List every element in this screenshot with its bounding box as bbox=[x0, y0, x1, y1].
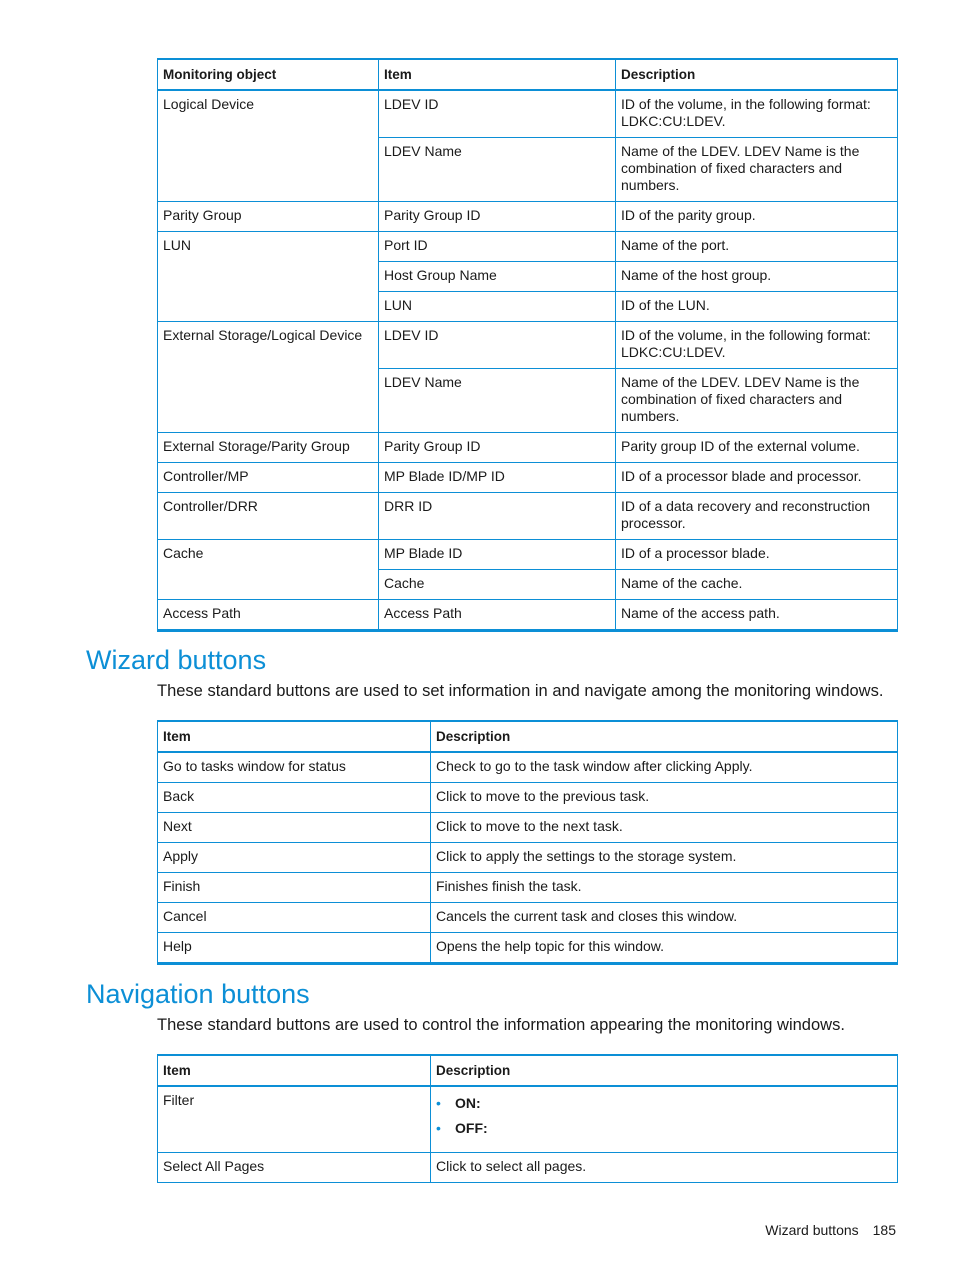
monitoring-object-cell: Logical Device bbox=[158, 90, 379, 202]
description-cell: Click to apply the settings to the storage system. bbox=[431, 843, 898, 873]
item-cell: Port ID bbox=[379, 232, 616, 262]
column-header: Description bbox=[616, 59, 898, 90]
table-row bbox=[158, 232, 898, 262]
table-row bbox=[158, 540, 898, 570]
item-cell: LDEV ID bbox=[379, 322, 616, 369]
wizard-buttons-table bbox=[157, 720, 898, 965]
table-row bbox=[158, 1153, 898, 1183]
description-cell: ID of the parity group. bbox=[616, 202, 898, 232]
description-cell: ID of a data recovery and reconstruction processor. bbox=[616, 493, 898, 540]
item-cell: Go to tasks window for status bbox=[158, 752, 431, 783]
item-cell: Apply bbox=[158, 843, 431, 873]
item-cell: Select All Pages bbox=[158, 1153, 431, 1183]
table-row bbox=[158, 1086, 898, 1153]
navigation-buttons-heading: Navigation buttons bbox=[86, 979, 310, 1009]
column-header: Item bbox=[379, 59, 616, 90]
monitoring-object-cell: External Storage/Logical Device bbox=[158, 322, 379, 433]
monitoring-object-cell: Cache bbox=[158, 540, 379, 600]
table-row bbox=[158, 493, 898, 540]
table-row bbox=[158, 322, 898, 369]
filter-option-on: ON: bbox=[455, 1095, 481, 1111]
table-header-row bbox=[158, 59, 898, 90]
item-cell: LDEV Name bbox=[379, 138, 616, 202]
monitoring-object-cell: Controller/DRR bbox=[158, 493, 379, 540]
description-cell: Name of the host group. bbox=[616, 262, 898, 292]
description-cell: ID of a processor blade. bbox=[616, 540, 898, 570]
item-cell: MP Blade ID/MP ID bbox=[379, 463, 616, 493]
table-row bbox=[158, 752, 898, 783]
description-cell: Check to go to the task window after clicking Apply. bbox=[431, 752, 898, 783]
item-cell: LUN bbox=[379, 292, 616, 322]
item-cell: Finish bbox=[158, 873, 431, 903]
navigation-buttons-intro: These standard buttons are used to control the information appearing the monitoring windows. bbox=[157, 1016, 845, 1034]
description-cell: ID of the volume, in the following format: LDKC:CU:LDEV. bbox=[616, 90, 898, 138]
bullet-icon: • bbox=[436, 1095, 441, 1111]
table-row bbox=[158, 873, 898, 903]
description-cell: Name of the LDEV. LDEV Name is the combination of fixed characters and numbers. bbox=[616, 369, 898, 433]
page-footer bbox=[765, 1222, 896, 1239]
item-cell: Cache bbox=[379, 570, 616, 600]
monitoring-object-cell: LUN bbox=[158, 232, 379, 322]
column-header: Monitoring object bbox=[158, 59, 379, 90]
column-header: Description bbox=[431, 721, 898, 752]
column-header: Item bbox=[158, 721, 431, 752]
item-cell: LDEV ID bbox=[379, 90, 616, 138]
item-cell: Access Path bbox=[379, 600, 616, 631]
item-cell: Filter bbox=[158, 1086, 431, 1153]
navigation-buttons-table bbox=[157, 1054, 898, 1183]
monitoring-object-cell: Access Path bbox=[158, 600, 379, 631]
monitoring-object-cell: External Storage/Parity Group bbox=[158, 433, 379, 463]
description-cell: ID of the LUN. bbox=[616, 292, 898, 322]
item-cell: Help bbox=[158, 933, 431, 964]
table-row bbox=[158, 600, 898, 631]
list-item bbox=[436, 1095, 892, 1112]
item-cell: MP Blade ID bbox=[379, 540, 616, 570]
monitoring-objects-table bbox=[157, 58, 898, 632]
column-header: Item bbox=[158, 1055, 431, 1086]
table-header-row bbox=[158, 1055, 898, 1086]
item-cell: Next bbox=[158, 813, 431, 843]
item-cell: Parity Group ID bbox=[379, 202, 616, 232]
footer-section-title: Wizard buttons bbox=[765, 1222, 859, 1238]
monitoring-object-cell: Parity Group bbox=[158, 202, 379, 232]
table-row bbox=[158, 843, 898, 873]
description-cell: Name of the access path. bbox=[616, 600, 898, 631]
description-cell: Parity group ID of the external volume. bbox=[616, 433, 898, 463]
description-cell bbox=[431, 1086, 898, 1153]
description-cell: Click to move to the next task. bbox=[431, 813, 898, 843]
bullet-icon: • bbox=[436, 1120, 441, 1136]
item-cell: Host Group Name bbox=[379, 262, 616, 292]
table-row bbox=[158, 783, 898, 813]
table-row bbox=[158, 463, 898, 493]
description-cell: Opens the help topic for this window. bbox=[431, 933, 898, 964]
item-cell: LDEV Name bbox=[379, 369, 616, 433]
table-row bbox=[158, 813, 898, 843]
filter-options-list bbox=[436, 1095, 892, 1137]
table-row bbox=[158, 433, 898, 463]
description-cell: Cancels the current task and closes this window. bbox=[431, 903, 898, 933]
description-cell: Name of the port. bbox=[616, 232, 898, 262]
list-item bbox=[436, 1120, 892, 1137]
item-cell: Cancel bbox=[158, 903, 431, 933]
table-row bbox=[158, 202, 898, 232]
table-row bbox=[158, 90, 898, 138]
table-header-row bbox=[158, 721, 898, 752]
column-header: Description bbox=[431, 1055, 898, 1086]
description-cell: Click to move to the previous task. bbox=[431, 783, 898, 813]
description-cell: Click to select all pages. bbox=[431, 1153, 898, 1183]
filter-option-off: OFF: bbox=[455, 1120, 488, 1136]
page-number: 185 bbox=[872, 1222, 896, 1238]
description-cell: Name of the cache. bbox=[616, 570, 898, 600]
table-row bbox=[158, 933, 898, 964]
monitoring-object-cell: Controller/MP bbox=[158, 463, 379, 493]
description-cell: Name of the LDEV. LDEV Name is the combination of fixed characters and numbers. bbox=[616, 138, 898, 202]
item-cell: Parity Group ID bbox=[379, 433, 616, 463]
item-cell: DRR ID bbox=[379, 493, 616, 540]
table-row bbox=[158, 903, 898, 933]
description-cell: Finishes finish the task. bbox=[431, 873, 898, 903]
wizard-buttons-intro: These standard buttons are used to set information in and navigate among the monitoring windows. bbox=[157, 682, 884, 700]
description-cell: ID of the volume, in the following format: LDKC:CU:LDEV. bbox=[616, 322, 898, 369]
item-cell: Back bbox=[158, 783, 431, 813]
wizard-buttons-heading: Wizard buttons bbox=[86, 645, 267, 675]
description-cell: ID of a processor blade and processor. bbox=[616, 463, 898, 493]
